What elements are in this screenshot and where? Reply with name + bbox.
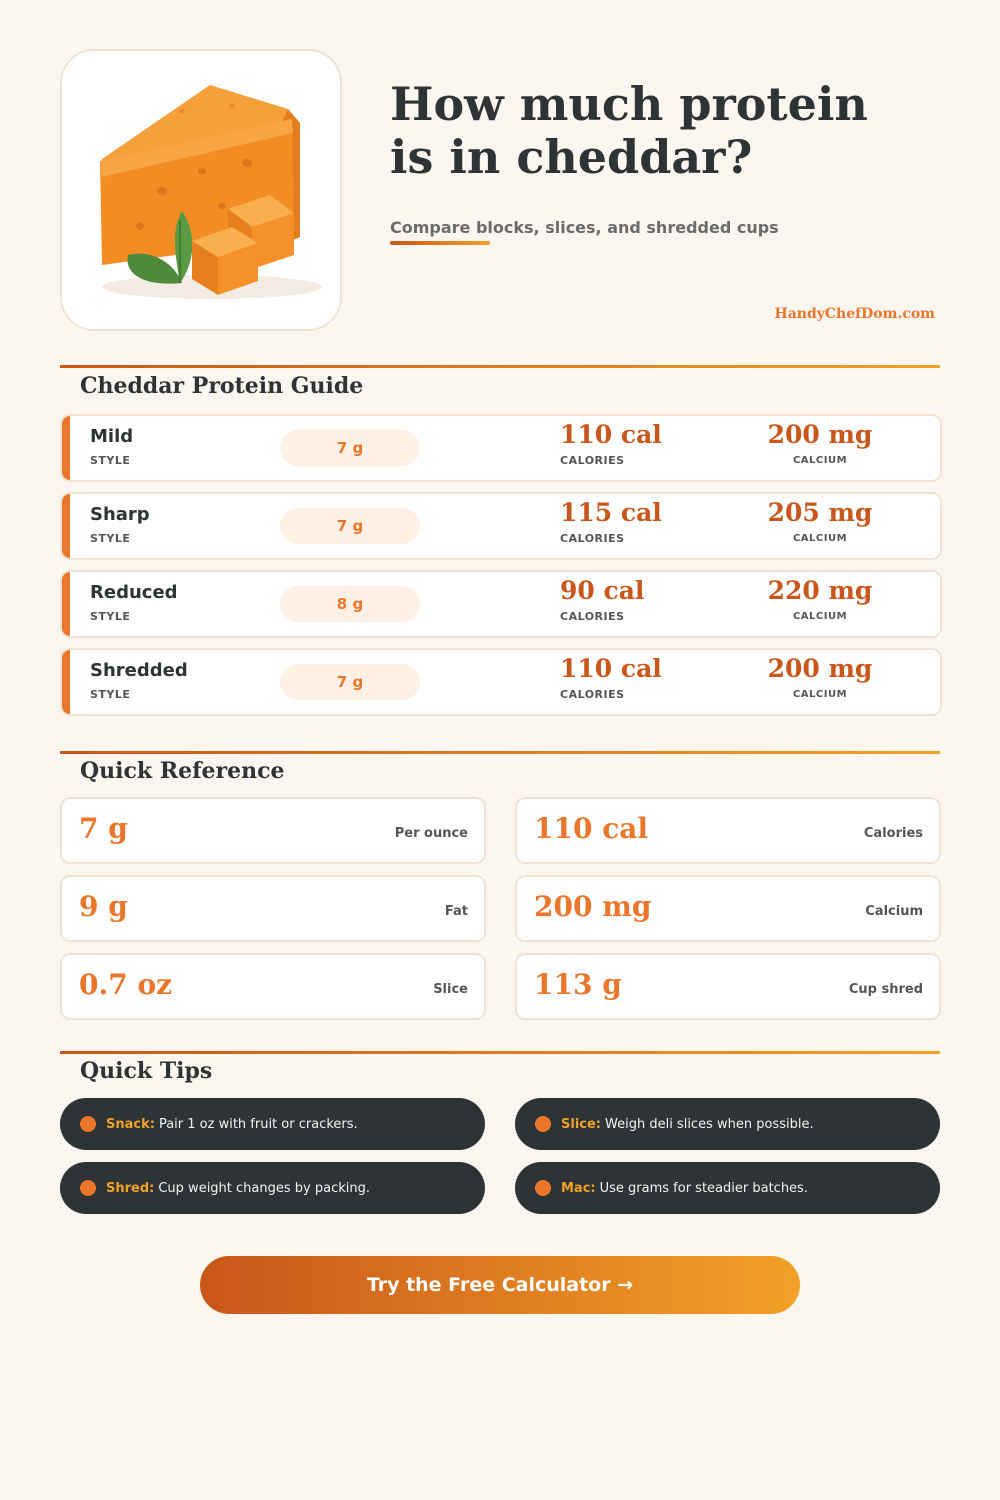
row-calcium: 220 mg [767, 576, 873, 605]
reference-value: 9 g [79, 890, 128, 923]
calcium-caption: CALCIUM [792, 455, 848, 466]
calories-caption: CALORIES [560, 610, 625, 623]
reference-label: Fat [444, 904, 468, 919]
reference-card [60, 875, 486, 942]
row-calories: 110 cal [560, 420, 662, 449]
site-link[interactable]: HandyChefDom.com [774, 306, 935, 322]
row-style-name: Reduced [90, 582, 178, 603]
cheddar-cheese-icon [62, 51, 340, 329]
row-calories: 110 cal [560, 654, 662, 683]
tip-key: Snack: [106, 1116, 155, 1132]
style-caption: STYLE [90, 532, 131, 545]
page-title [390, 78, 950, 184]
tips-title: Quick Tips [80, 1058, 213, 1084]
reference-card [515, 875, 941, 942]
calories-caption: CALORIES [560, 454, 625, 467]
tip-text: Cup weight changes by packing. [158, 1180, 370, 1196]
reference-value: 110 cal [534, 812, 649, 845]
calcium-caption: CALCIUM [792, 611, 848, 622]
reference-card [60, 953, 486, 1020]
protein-pill: 7 g [280, 430, 420, 466]
guide-title: Cheddar Protein Guide [80, 373, 364, 399]
calories-caption: CALORIES [560, 532, 625, 545]
reference-label: Per ounce [394, 826, 468, 841]
style-caption: STYLE [90, 454, 131, 467]
bullet-dot-icon [80, 1180, 96, 1196]
reference-label: Calcium [865, 904, 923, 919]
tip-text: Weigh deli slices when possible. [605, 1116, 814, 1132]
tip-pill [515, 1162, 940, 1214]
reference-value: 200 mg [534, 890, 652, 923]
section-divider [60, 365, 940, 368]
reference-card [515, 953, 941, 1020]
reference-label: Calories [863, 826, 923, 841]
reference-value: 7 g [79, 812, 128, 845]
reference-card [60, 797, 486, 864]
reference-label: Cup shred [848, 982, 923, 997]
tip-pill [60, 1098, 485, 1150]
row-calcium: 205 mg [767, 498, 873, 527]
page-subtitle: Compare blocks, slices, and shredded cups [390, 218, 779, 237]
row-calcium: 200 mg [767, 654, 873, 683]
tip-key: Mac: [561, 1180, 596, 1196]
bullet-dot-icon [535, 1116, 551, 1132]
reference-title: Quick Reference [80, 758, 285, 784]
protein-pill: 7 g [280, 508, 420, 544]
bullet-dot-icon [535, 1180, 551, 1196]
subtitle-underline [390, 241, 490, 245]
style-caption: STYLE [90, 688, 131, 701]
style-caption: STYLE [90, 610, 131, 623]
section-divider [60, 751, 940, 754]
row-calories: 90 cal [560, 576, 645, 605]
cheese-image-card [60, 49, 342, 331]
tip-pill [515, 1098, 940, 1150]
section-divider [60, 1051, 940, 1054]
tip-pill [60, 1162, 485, 1214]
row-accent-bar [62, 650, 70, 714]
guide-row-mild [60, 414, 942, 482]
calcium-caption: CALCIUM [792, 533, 848, 544]
guide-row-shredded [60, 648, 942, 716]
calcium-caption: CALCIUM [792, 689, 848, 700]
tip-text: Pair 1 oz with fruit or crackers. [158, 1116, 358, 1132]
row-calcium: 200 mg [767, 420, 873, 449]
protein-pill: 8 g [280, 586, 420, 622]
row-style-name: Mild [90, 426, 134, 447]
title-line-2: is in cheddar? [390, 130, 753, 184]
row-calories: 115 cal [560, 498, 662, 527]
reference-value: 113 g [534, 968, 622, 1001]
tip-text: Use grams for steadier batches. [599, 1180, 808, 1196]
bullet-dot-icon [80, 1116, 96, 1132]
calories-caption: CALORIES [560, 688, 625, 701]
row-accent-bar [62, 572, 70, 636]
reference-card [515, 797, 941, 864]
tip-key: Slice: [561, 1116, 601, 1132]
row-style-name: Shredded [90, 660, 188, 681]
title-line-1: How much protein [390, 77, 868, 131]
row-accent-bar [62, 494, 70, 558]
reference-value: 0.7 oz [79, 968, 173, 1001]
guide-row-reduced [60, 570, 942, 638]
reference-label: Slice [433, 982, 468, 997]
row-accent-bar [62, 416, 70, 480]
calculator-cta-button[interactable]: Try the Free Calculator → [200, 1256, 800, 1314]
tip-key: Shred: [106, 1180, 155, 1196]
row-style-name: Sharp [90, 504, 150, 525]
protein-pill: 7 g [280, 664, 420, 700]
guide-row-sharp [60, 492, 942, 560]
